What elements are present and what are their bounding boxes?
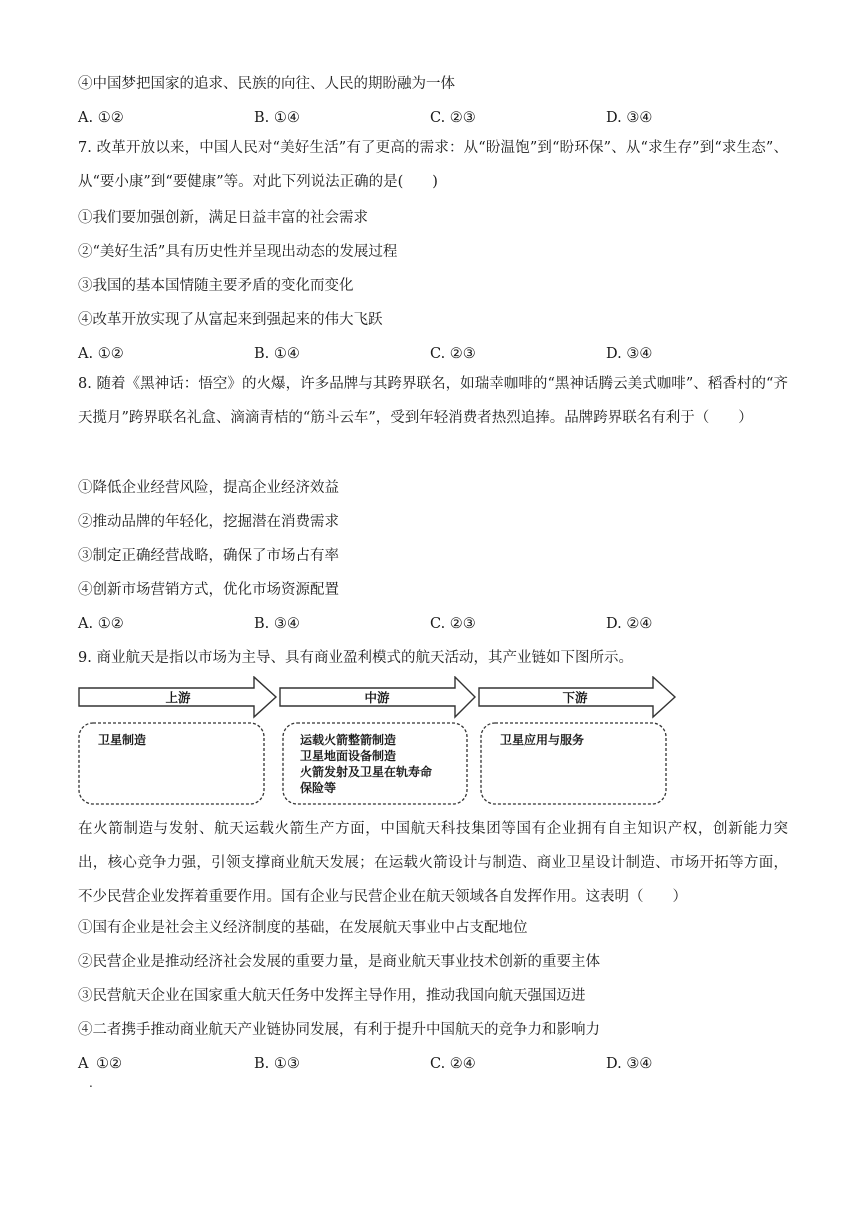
q9-item-2: ②民营企业是推动经济社会发展的重要力量，是商业航天事业技术创新的重要主体 (78, 954, 600, 970)
stage-label-downstream: 下游 (562, 690, 588, 705)
midstream-item: 卫星地面设备制造 (300, 749, 397, 763)
downstream-box-text (500, 732, 584, 748)
q8-options (78, 614, 798, 634)
q9-option-b: B. ①③ (254, 1056, 300, 1072)
q7-item-1: ①我们要加强创新，满足日益丰富的社会需求 (78, 210, 368, 226)
q9-item-3: ③民营航天企业在国家重大航天任务中发挥主导作用，推动我国向航天强国迈进 (78, 988, 586, 1004)
q7-stem: 7. 改革开放以来，中国人民对“美好生活”有了更高的需求：从“盼温饱”到“盼环保”、从“求生存”到“求生态”、从“要小康”到“要健康”等。对此下列说法正确的是( ) (78, 140, 788, 190)
q7-options (78, 344, 798, 364)
q9-item-4: ④二者携手推动商业航天产业链协同发展，有利于提升中国航天的竞争力和影响力 (78, 1022, 600, 1038)
q6-item-4: ④中国梦把国家的追求、民族的向往、人民的期盼融为一体 (78, 76, 455, 92)
upstream-box-text (98, 732, 146, 748)
q7-option-d: D. ③④ (606, 346, 653, 362)
q9-option-a-letter: A (78, 1056, 89, 1072)
industry-chain-diagram (78, 676, 678, 806)
stage-label-upstream: 上游 (165, 690, 191, 705)
q9-body: 在火箭制造与发射、航天运载火箭生产方面，中国航天科技集团等国有企业拥有自主知识产权，创新能力突出，核心竞争力强，引领支撑商业航天发展；在运载火箭设计与制造、商业卫星设计制造、市场开拓等方面，不少民营企业发挥着重要作用。国有企业与民营企业在航天领域各自发挥作用。这表明（ ） (78, 821, 788, 905)
midstream-box-text (300, 732, 432, 796)
q8-item-4: ④创新市场营销方式，优化市场资源配置 (78, 582, 339, 598)
q6-option-c: C. ②③ (430, 110, 476, 126)
q6-option-d: D. ③④ (606, 110, 653, 126)
stage-label-midstream: 中游 (364, 690, 390, 705)
q7-item-4: ④改革开放实现了从富起来到强起来的伟大飞跃 (78, 312, 383, 328)
q8-option-a: A. ①② (78, 616, 124, 632)
q6-options (78, 108, 798, 128)
downstream-item: 卫星应用与服务 (500, 733, 585, 747)
q8-stem: 8. 随着《黑神话：悟空》的火爆，许多品牌与其跨界联名，如瑞幸咖啡的“黑神话腾云美式咖啡”、稻香村的“齐天揽月”跨界联名礼盒、滴滴青桔的“筋斗云车”，受到年轻消费者热烈追捧。品牌跨界联名有利于（ ） (78, 376, 788, 426)
q9-stem: 9. 商业航天是指以市场为主导、具有商业盈利模式的航天活动，其产业链如下图所示。 (78, 650, 633, 666)
q8-item-1: ①降低企业经营风险，提高企业经济效益 (78, 480, 339, 496)
q6-option-b: B. ①④ (254, 110, 300, 126)
q9-options (78, 1054, 798, 1074)
q8-option-b: B. ③④ (254, 616, 300, 632)
q7-item-2: ②“美好生活”具有历史性并呈现出动态的发展过程 (78, 244, 398, 260)
upstream-item: 卫星制造 (98, 733, 147, 747)
q7-option-b: B. ①④ (254, 346, 300, 362)
q7-option-a: A. ①② (78, 346, 124, 362)
midstream-item: 保险等 (300, 781, 337, 795)
q7-option-c: C. ②③ (430, 346, 476, 362)
midstream-item: 火箭发射及卫星在轨寿命 (300, 765, 433, 779)
midstream-item: 运载火箭整箭制造 (300, 733, 397, 747)
q6-option-a: A. ①② (78, 110, 124, 126)
q8-option-d: D. ②④ (606, 616, 653, 632)
stray-dot: . (89, 1076, 93, 1090)
q8-item-3: ③制定正确经营战略，确保了市场占有率 (78, 548, 339, 564)
q9-item-1: ①国有企业是社会主义经济制度的基础，在发展航天事业中占支配地位 (78, 920, 528, 936)
q9-option-d: D. ③④ (606, 1056, 653, 1072)
q8-item-2: ②推动品牌的年轻化，挖掘潜在消费需求 (78, 514, 339, 530)
q7-item-3: ③我国的基本国情随主要矛盾的变化而变化 (78, 278, 354, 294)
q9-option-c: C. ②④ (430, 1056, 476, 1072)
q9-option-a-value: ①② (96, 1056, 122, 1072)
q8-option-c: C. ②③ (430, 616, 476, 632)
